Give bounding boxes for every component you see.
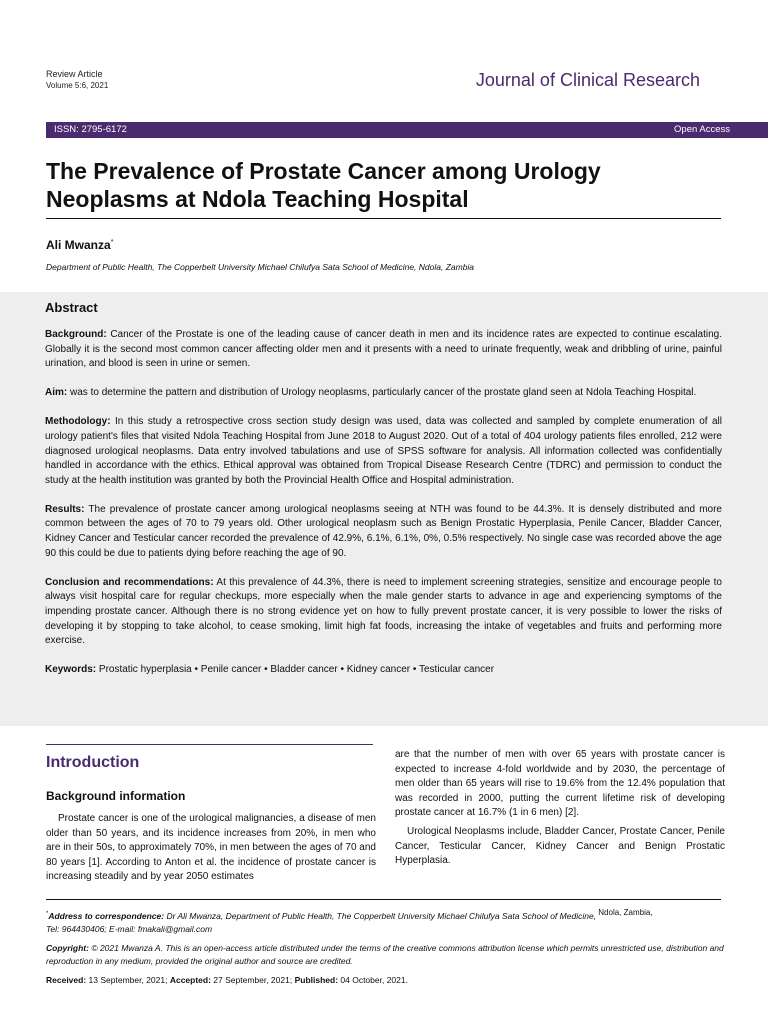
copyright-note: Copyright: © 2021 Mwanza A. This is an open-access article distributed under the terms of the creative commons attribution license which permits unrestricted use, distribution and reproduction in any medium, provided the original author and source are credited. (46, 943, 724, 966)
footer-divider (46, 899, 721, 900)
correspondence-note: *Address to correspondence: Dr Ali Mwanza, Department of Public Health, The Copperbelt University Michael Chilufya Sata School of Medicine, $^{Ndola, Zambia,}$ Tel: 964430406; E-mail: fmakali@gmail.com (46, 908, 653, 934)
intro-divider (46, 744, 373, 745)
volume-info: Volume 5:6, 2021 (46, 81, 109, 90)
article-title: The Prevalence of Prostate Cancer among Urology Neoplasms at Ndola Teaching Hospital (46, 158, 601, 212)
affiliation: Department of Public Health, The Copperbelt University Michael Chilufya Sata School of Medicine, Ndola, Zambia (46, 262, 475, 272)
abstract-heading: Abstract (45, 300, 98, 315)
background-subheading: Background information (46, 789, 186, 803)
header-bar (46, 122, 768, 138)
author-mark: * (110, 239, 114, 246)
intro-paragraph: Urological Neoplasms include, Bladder Cancer, Prostate Cancer, Penile Cancer, Testicular Cancer, Kidney Cancer and Benign Prostatic Hyperplasia. (395, 825, 725, 867)
abstract-keywords: Keywords: Prostatic hyperplasia • Penile cancer • Bladder cancer • Kidney cancer • Testicular cancer (45, 664, 495, 676)
issn: ISSN: 2795-6172 (54, 124, 127, 135)
intro-column-left (46, 812, 376, 889)
abstract-results: Results: The prevalence of prostate cancer among urological neoplasms seeing at NTH was found to be 44.3%. It is densely distributed and more common between the ages of 70 to 79 years old. Other urological neoplasm such as Benign Prostatic Hyperplasia, Penile Cancer, Bladder Cancer, Kidney Cancer and Testicular cancer recorded the prevalence of 42.9%, 6.1%, 6.1%, 0%, 0.5% respectively. No single case was recorded above the age 90 this could be due to patients dying before reaching the age of 90. (45, 503, 722, 559)
introduction-heading: Introduction (46, 754, 140, 771)
abstract-section (0, 292, 768, 726)
abstract-aim: Aim: was to determine the pattern and distribution of Urology neoplasms, particularly cancer of the prostate gland seen at Ndola Teaching Hospital. (45, 387, 697, 399)
intro-paragraph: are that the number of men with over 65 years with prostate cancer is expected to increase 4-fold worldwide and by 2030, the percentage of men older than 65 years will rise to 19.6% from the 12.4% population that was recorded in 2000, putting the current lifetime risk of developing prostate cancer at 16.7% (1 in 6 men) [2]. (395, 749, 725, 819)
journal-name: Journal of Clinical Research (475, 70, 700, 90)
abstract-background: Background: Cancer of the Prostate is one of the leading cause of cancer death in men and its incidence rates are expected to continue escalating. Globally it is the second most common cancer affecting older men and it presents with a need to urinate frequently, weak and dribbling of urine, painful urination, and blood is seen in urine or semen. (45, 329, 722, 370)
open-access-label: Open Access (674, 124, 730, 135)
intro-column-right (395, 748, 725, 873)
title-divider (46, 218, 721, 219)
author-name: Ali Mwanza (46, 238, 111, 252)
publication-dates: Received: 13 September, 2021; Accepted: 27 September, 2021; Published: 04 October, 2021. (46, 975, 408, 985)
abstract-methodology: Methodology: In this study a retrospective cross section study design was used, data was collected and sampled by complete enumeration of all urology patient's files that visited Ndola Teaching Hospital from June 2018 to August 2020. Out of a total of 404 urology patients files enrolled, 212 were diagnosed urological neoplasms. Data entry involved tabulations and use of SPSS software for analysis. All information collected was confidentially handled in accordance with the ethics. Ethical approval was obtained from Tropical Disease Research Centre (TDRC) and permission to conduct the study at the health institution was granted by both the Provincial Health Office and Hospital administration. (45, 416, 722, 486)
intro-paragraph: Prostate cancer is one of the urological malignancies, a disease of men older than 50 years, and its incidence increases from 20%, in men who are in their 50s, to approximately 70%, in men between the ages of 70 and 80 years [1]. According to Anton et al. the incidence of prostate cancer is increasing steadily and by year 2050 estimates (46, 813, 376, 883)
article-type: Review Article (46, 69, 103, 79)
contact-info: Tel: 964430406; E-mail: fmakali@gmail.com (46, 923, 213, 934)
abstract-conclusion: Conclusion and recommendations: At this prevalence of 44.3%, there is need to implement screening strategies, sensitize and encourage people to always visit hospital care for regular checkups, more especially when the male gender starts to advance in age and experiencing symptoms of the impending prostate cancer. Although there is no strong evidence yet on how to fully prevent prostate cancer, it is very possible to lower the risks of developing it by stopping to take alcohol, to cease smoking, limit high fat foods, increasing the intake of vegetables and fruits and performing more exercise. (45, 576, 722, 647)
author (46, 238, 113, 252)
